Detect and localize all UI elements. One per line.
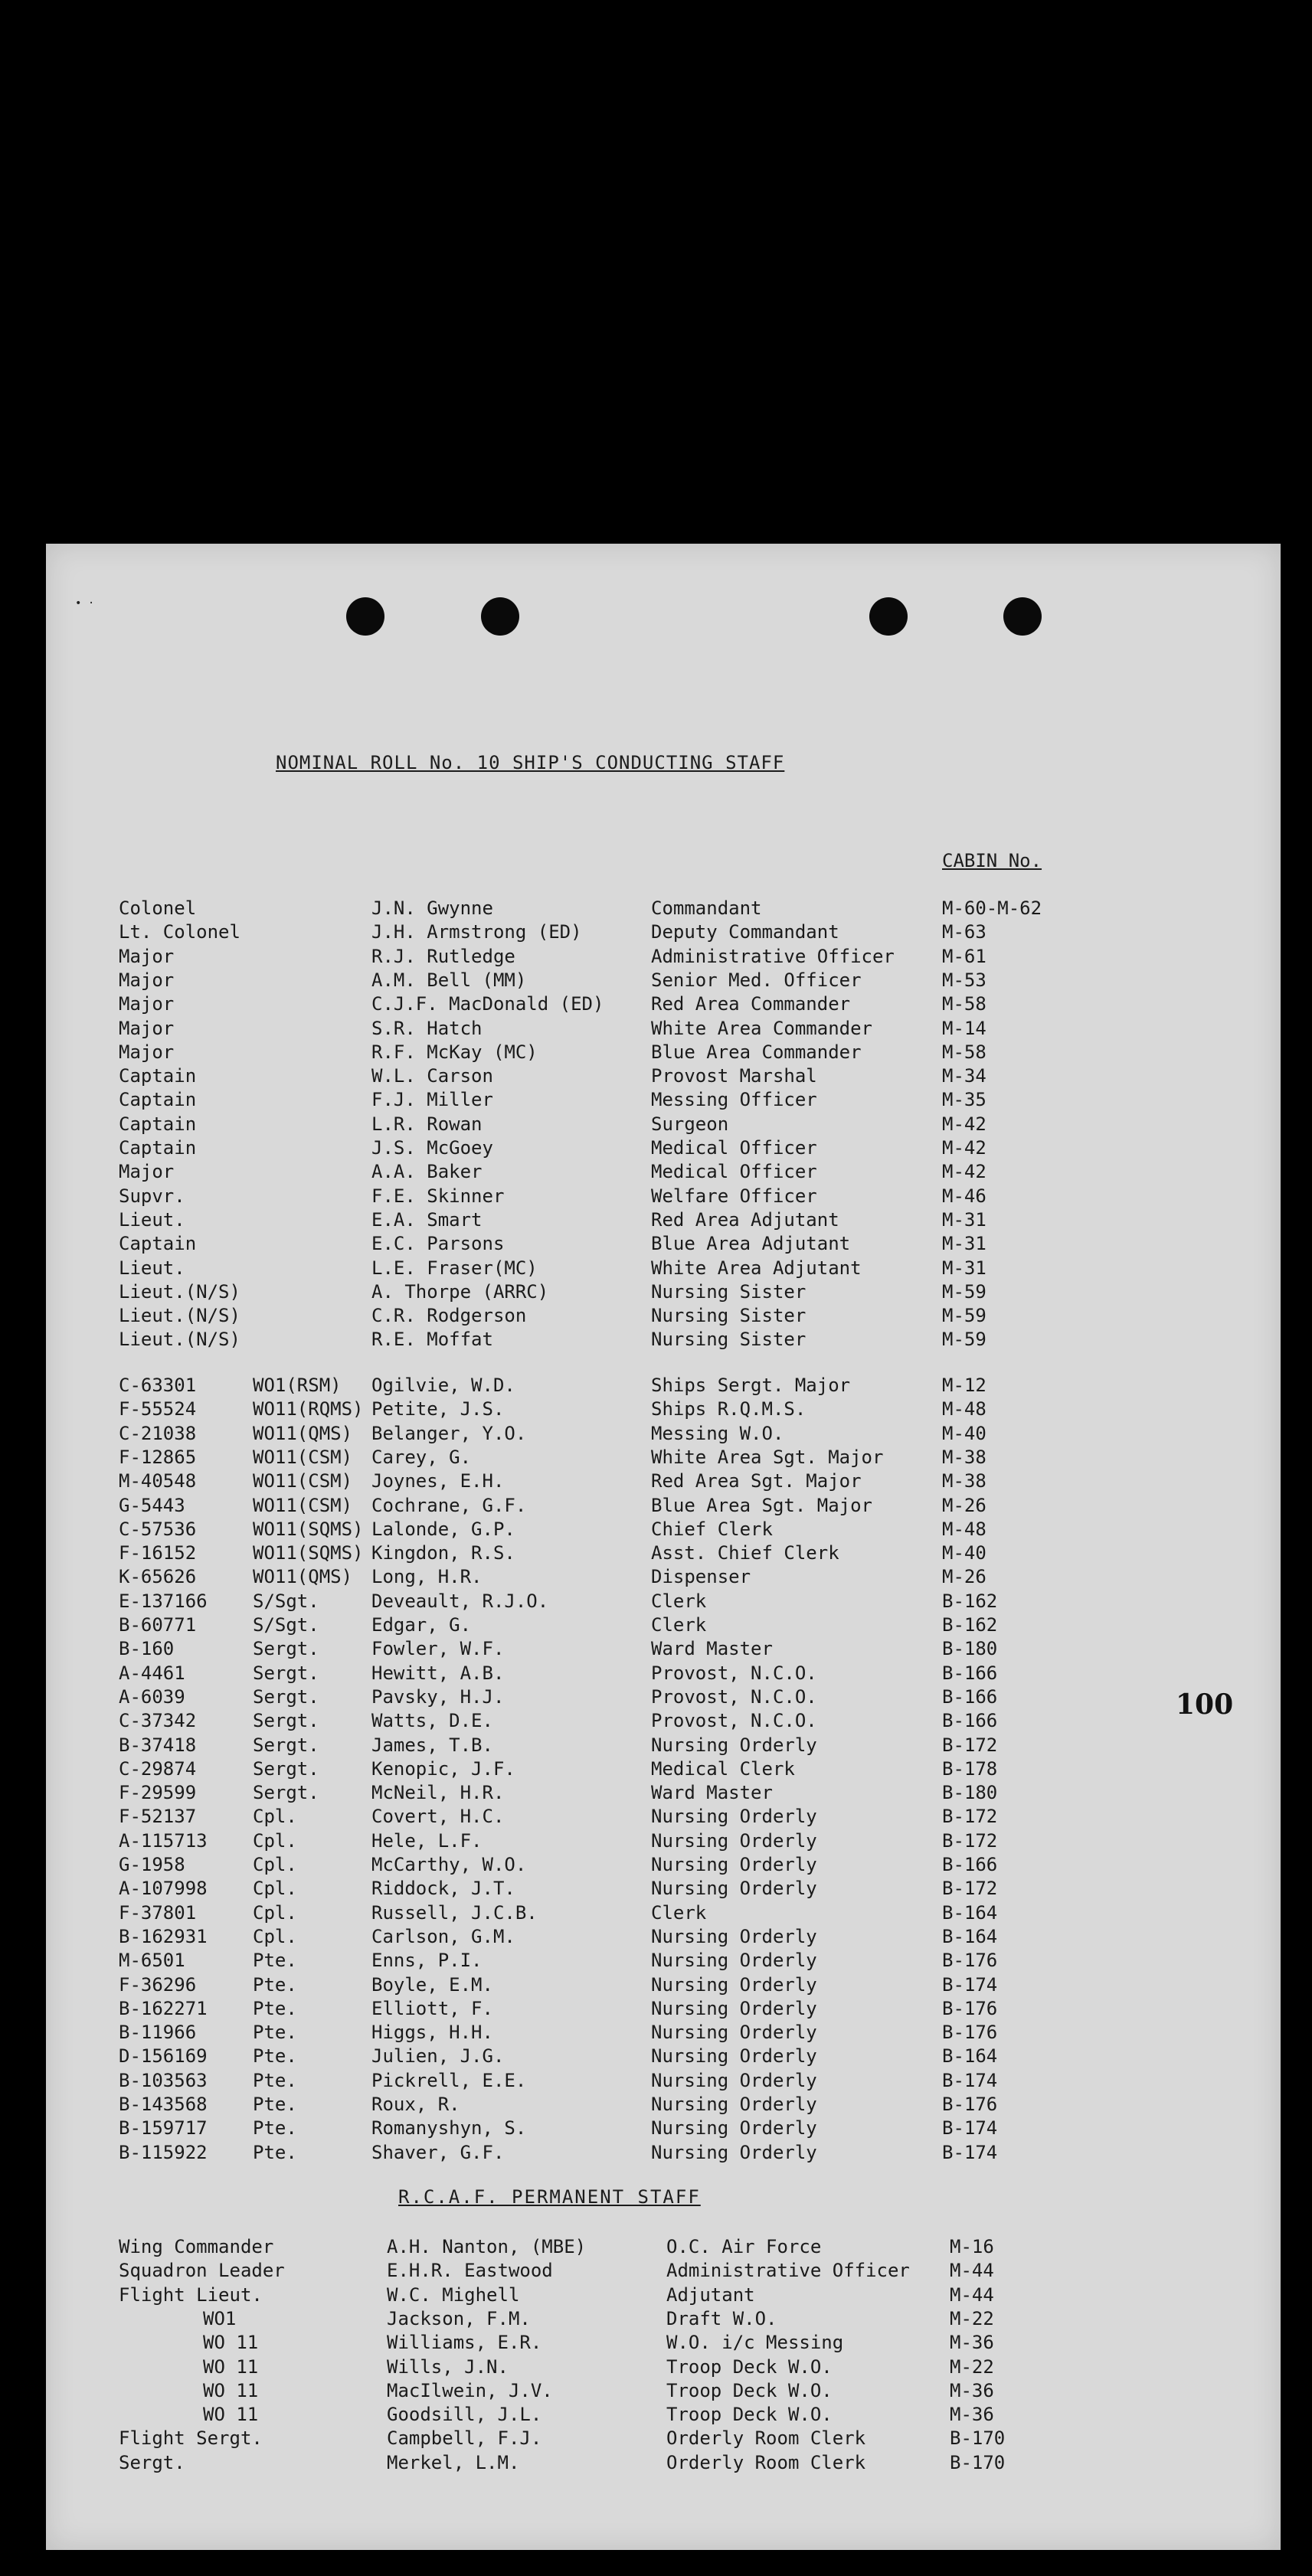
name-cell: Joynes, E.H. (371, 1470, 505, 1492)
name-cell: Campbell, F.J. (387, 2427, 542, 2450)
appointment-cell: O.C. Air Force (666, 2236, 822, 2257)
rank-cell: Sergt. (253, 1662, 319, 1684)
rank-cell: Cpl. (253, 1829, 297, 1852)
appointment-cell: Provost, N.C.O. (651, 1685, 817, 1708)
rank-cell: Wing Commander (119, 2236, 274, 2257)
cabin-cell: M-31 (942, 1257, 986, 1279)
rank-cell: WO1(RSM) (253, 1375, 342, 1396)
service-number-cell: F-37801 (119, 1901, 197, 1924)
rank-cell: Colonel (119, 897, 197, 919)
appointment-cell: Nursing Orderly (651, 1950, 817, 1972)
punch-hole (869, 597, 908, 636)
name-cell: Carey, G. (371, 1446, 472, 1468)
name-cell: Boyle, E.M. (371, 1973, 493, 1996)
name-cell: Kingdon, R.S. (371, 1542, 515, 1564)
rank-cell: WO11(QMS) (253, 1422, 353, 1444)
name-cell: W.L. Carson (371, 1065, 493, 1087)
appointment-cell: Medical Clerk (651, 1757, 795, 1780)
rank-cell: WO 11 (203, 2332, 259, 2354)
service-number-cell: F-16152 (119, 1542, 197, 1564)
name-cell: Watts, D.E. (371, 1710, 493, 1732)
page-title: NOMINAL ROLL No. 10 SHIP'S CONDUCTING STAFF (276, 752, 785, 773)
name-cell: R.J. Rutledge (371, 945, 515, 967)
rank-cell: Pte. (253, 2117, 297, 2140)
name-cell: Wills, J.N. (387, 2355, 509, 2378)
name-cell: W.C. Mighell (387, 2283, 520, 2306)
cabin-cell: M-14 (942, 1017, 986, 1039)
service-number-cell: F-52137 (119, 1806, 197, 1828)
appointment-cell: Adjutant (666, 2283, 755, 2306)
appointment-cell: White Area Sgt. Major (651, 1446, 884, 1468)
service-number-cell: D-156169 (119, 2045, 208, 2068)
name-cell: C.R. Rodgerson (371, 1305, 527, 1327)
punch-hole (1003, 597, 1042, 636)
appointment-cell: Nursing Orderly (651, 1854, 817, 1875)
name-cell: Merkel, L.M. (387, 2451, 520, 2473)
rank-cell: Cpl. (253, 1854, 297, 1875)
cabin-cell: B-170 (950, 2427, 1006, 2450)
appointment-cell: Commandant (651, 897, 762, 919)
rank-cell: Captain (119, 1137, 197, 1159)
appointment-cell: Nursing Orderly (651, 2022, 817, 2044)
appointment-cell: Orderly Room Clerk (666, 2427, 866, 2450)
name-cell: R.E. Moffat (371, 1329, 493, 1351)
appointment-cell: Nursing Orderly (651, 1973, 817, 1996)
appointment-cell: Nursing Orderly (651, 2069, 817, 2091)
name-cell: L.R. Rowan (371, 1113, 483, 1135)
cabin-column-header: CABIN No. (942, 850, 1042, 871)
cabin-cell: B-164 (942, 1901, 998, 1924)
service-number-cell: K-65626 (119, 1566, 197, 1588)
cabin-cell: M-53 (942, 969, 986, 991)
rank-cell: WO11(CSM) (253, 1494, 353, 1516)
appointment-cell: Blue Area Adjutant (651, 1233, 851, 1255)
name-cell: Enns, P.I. (371, 1950, 483, 1972)
appointment-cell: Nursing Orderly (651, 2117, 817, 2140)
rank-cell: Squadron Leader (119, 2260, 285, 2282)
cabin-cell: B-174 (942, 2069, 998, 2091)
rank-cell: Major (119, 993, 175, 1015)
cabin-cell: M-36 (950, 2404, 994, 2426)
cabin-cell: B-164 (942, 1925, 998, 1947)
name-cell: F.E. Skinner (371, 1185, 505, 1207)
rank-cell: WO11(CSM) (253, 1446, 353, 1468)
rank-cell: Sergt. (253, 1710, 319, 1732)
cabin-cell: M-12 (942, 1375, 986, 1396)
appointment-cell: Asst. Chief Clerk (651, 1542, 839, 1564)
cabin-cell: M-60-M-62 (942, 897, 1042, 919)
service-number-cell: A-107998 (119, 1878, 208, 1900)
cabin-cell: M-31 (942, 1233, 986, 1255)
cabin-cell: M-42 (942, 1161, 986, 1183)
appointment-cell: Nursing Orderly (651, 1806, 817, 1828)
rank-cell: Major (119, 1017, 175, 1039)
appointment-cell: Messing W.O. (651, 1422, 784, 1444)
cabin-cell: M-42 (942, 1113, 986, 1135)
rank-cell: Sergt. (253, 1782, 319, 1804)
rank-cell: Lieut.(N/S) (119, 1280, 240, 1303)
name-cell: Higgs, H.H. (371, 2022, 493, 2044)
cabin-cell: B-172 (942, 1806, 998, 1828)
name-cell: A.H. Nanton, (MBE) (387, 2236, 587, 2257)
rank-cell: Cpl. (253, 1925, 297, 1947)
name-cell: Cochrane, G.F. (371, 1494, 527, 1516)
appointment-cell: Provost, N.C.O. (651, 1710, 817, 1732)
appointment-cell: Administrative Officer (651, 945, 895, 967)
rank-cell: Sergt. (119, 2451, 185, 2473)
service-number-cell: C-29874 (119, 1757, 197, 1780)
page-number: 100 (1176, 1688, 1234, 1721)
service-number-cell: E-137166 (119, 1590, 208, 1612)
rank-cell: S/Sgt. (253, 1590, 319, 1612)
cabin-cell: B-176 (942, 1950, 998, 1972)
name-cell: Julien, J.G. (371, 2045, 505, 2068)
service-number-cell: C-63301 (119, 1375, 197, 1396)
cabin-cell: M-59 (942, 1305, 986, 1327)
cabin-cell: B-178 (942, 1757, 998, 1780)
service-number-cell: B-159717 (119, 2117, 208, 2140)
name-cell: Shaver, G.F. (371, 2141, 505, 2163)
rank-cell: Major (119, 1161, 175, 1183)
rank-cell: Sergt. (253, 1685, 319, 1708)
name-cell: MacIlwein, J.V. (387, 2379, 553, 2401)
name-cell: McNeil, H.R. (371, 1782, 505, 1804)
name-cell: Romanyshyn, S. (371, 2117, 527, 2140)
appointment-cell: Orderly Room Clerk (666, 2451, 866, 2473)
cabin-cell: M-58 (942, 993, 986, 1015)
service-number-cell: M-6501 (119, 1950, 185, 1972)
rank-cell: WO11(CSM) (253, 1470, 353, 1492)
service-number-cell: B-37418 (119, 1734, 197, 1756)
punch-hole (346, 597, 384, 636)
rank-cell: Captain (119, 1065, 197, 1087)
cabin-cell: M-58 (942, 1041, 986, 1063)
appointment-cell: Blue Area Sgt. Major (651, 1494, 872, 1516)
appointment-cell: Nursing Orderly (651, 1734, 817, 1756)
name-cell: Carlson, G.M. (371, 1925, 515, 1947)
cabin-cell: B-172 (942, 1734, 998, 1756)
name-cell: J.N. Gwynne (371, 897, 493, 919)
name-cell: S.R. Hatch (371, 1017, 483, 1039)
rank-cell: WO 11 (203, 2355, 259, 2378)
rank-cell: Major (119, 945, 175, 967)
rank-cell: Pte. (253, 2094, 297, 2115)
appointment-cell: Nursing Sister (651, 1329, 807, 1351)
cabin-cell: M-40 (942, 1422, 986, 1444)
name-cell: A.M. Bell (MM) (371, 969, 527, 991)
cabin-cell: B-172 (942, 1878, 998, 1900)
name-cell: Russell, J.C.B. (371, 1901, 538, 1924)
rank-cell: Sergt. (253, 1638, 319, 1660)
appointment-cell: Administrative Officer (666, 2260, 910, 2282)
rank-cell: Pte. (253, 2045, 297, 2068)
name-cell: Lalonde, G.P. (371, 1518, 515, 1540)
cabin-cell: B-174 (942, 2141, 998, 2163)
rank-cell: Lt. Colonel (119, 921, 240, 943)
rank-cell: Lieut. (119, 1257, 185, 1279)
appointment-cell: Senior Med. Officer (651, 969, 862, 991)
rank-cell: Sergt. (253, 1734, 319, 1756)
appointment-cell: Messing Officer (651, 1089, 817, 1111)
appointment-cell: Red Area Adjutant (651, 1208, 839, 1231)
rank-cell: WO11(SQMS) (253, 1518, 364, 1540)
service-number-cell: M-40548 (119, 1470, 197, 1492)
name-cell: R.F. McKay (MC) (371, 1041, 538, 1063)
appointment-cell: Nursing Sister (651, 1305, 807, 1327)
appointment-cell: W.O. i/c Messing (666, 2332, 844, 2354)
appointment-cell: Blue Area Commander (651, 1041, 862, 1063)
appointment-cell: Nursing Orderly (651, 2141, 817, 2163)
appointment-cell: Troop Deck W.O. (666, 2404, 833, 2426)
appointment-cell: Chief Clerk (651, 1518, 773, 1540)
service-number-cell: B-162271 (119, 1997, 208, 2019)
appointment-cell: Red Area Sgt. Major (651, 1470, 862, 1492)
rank-cell: Lieut.(N/S) (119, 1305, 240, 1327)
name-cell: Pickrell, E.E. (371, 2069, 527, 2091)
cabin-cell: B-174 (942, 2117, 998, 2140)
cabin-cell: B-162 (942, 1590, 998, 1612)
cabin-cell: M-22 (950, 2307, 994, 2329)
appointment-cell: Nursing Orderly (651, 1997, 817, 2019)
service-number-cell: F-36296 (119, 1973, 197, 1996)
rank-cell: Supvr. (119, 1185, 185, 1207)
punch-hole (481, 597, 519, 636)
appointment-cell: Nursing Orderly (651, 2094, 817, 2115)
cabin-cell: M-38 (942, 1470, 986, 1492)
appointment-cell: Troop Deck W.O. (666, 2379, 833, 2401)
rank-cell: WO11(SQMS) (253, 1542, 364, 1564)
name-cell: Deveault, R.J.O. (371, 1590, 549, 1612)
name-cell: C.J.F. MacDonald (ED) (371, 993, 604, 1015)
appointment-cell: Clerk (651, 1901, 707, 1924)
document-page (46, 544, 1281, 2550)
cabin-cell: M-35 (942, 1089, 986, 1111)
cabin-cell: M-26 (942, 1494, 986, 1516)
name-cell: Long, H.R. (371, 1566, 483, 1588)
rank-cell: Lieut.(N/S) (119, 1329, 240, 1351)
name-cell: Elliott, F. (371, 1997, 493, 2019)
name-cell: Williams, E.R. (387, 2332, 542, 2354)
rank-cell: Captain (119, 1113, 197, 1135)
name-cell: Ogilvie, W.D. (371, 1375, 515, 1396)
service-number-cell: G-5443 (119, 1494, 185, 1516)
service-number-cell: G-1958 (119, 1854, 185, 1875)
rank-cell: Flight Sergt. (119, 2427, 263, 2450)
cabin-cell: M-42 (942, 1137, 986, 1159)
rank-cell: WO 11 (203, 2404, 259, 2426)
rank-cell: S/Sgt. (253, 1614, 319, 1636)
cabin-cell: B-166 (942, 1685, 998, 1708)
service-number-cell: A-4461 (119, 1662, 185, 1684)
cabin-cell: M-44 (950, 2283, 994, 2306)
name-cell: Riddock, J.T. (371, 1878, 515, 1900)
service-number-cell: C-21038 (119, 1422, 197, 1444)
rank-cell: Cpl. (253, 1878, 297, 1900)
rank-cell: Flight Lieut. (119, 2283, 263, 2306)
name-cell: Hewitt, A.B. (371, 1662, 505, 1684)
cabin-cell: B-180 (942, 1782, 998, 1804)
rcaf-section-header: R.C.A.F. PERMANENT STAFF (398, 2186, 701, 2208)
rank-cell: WO 11 (203, 2379, 259, 2401)
cabin-cell: M-59 (942, 1280, 986, 1303)
name-cell: Goodsill, J.L. (387, 2404, 542, 2426)
rank-cell: Captain (119, 1233, 197, 1255)
appointment-cell: Nursing Orderly (651, 1829, 817, 1852)
appointment-cell: Ward Master (651, 1638, 773, 1660)
name-cell: Jackson, F.M. (387, 2307, 531, 2329)
cabin-cell: M-26 (942, 1566, 986, 1588)
name-cell: Edgar, G. (371, 1614, 472, 1636)
appointment-cell: Medical Officer (651, 1161, 817, 1183)
service-number-cell: B-60771 (119, 1614, 197, 1636)
appointment-cell: Clerk (651, 1590, 707, 1612)
name-cell: Covert, H.C. (371, 1806, 505, 1828)
appointment-cell: Ships Sergt. Major (651, 1375, 851, 1396)
cabin-cell: M-40 (942, 1542, 986, 1564)
rank-cell: Sergt. (253, 1757, 319, 1780)
appointment-cell: Nursing Sister (651, 1280, 807, 1303)
service-number-cell: C-37342 (119, 1710, 197, 1732)
cabin-cell: M-36 (950, 2332, 994, 2354)
name-cell: James, T.B. (371, 1734, 493, 1756)
appointment-cell: Clerk (651, 1614, 707, 1636)
service-number-cell: F-29599 (119, 1782, 197, 1804)
service-number-cell: B-11966 (119, 2022, 197, 2044)
name-cell: J.S. McGoey (371, 1137, 493, 1159)
cabin-cell: M-34 (942, 1065, 986, 1087)
name-cell: E.C. Parsons (371, 1233, 505, 1255)
cabin-cell: M-59 (942, 1329, 986, 1351)
cabin-cell: M-16 (950, 2236, 994, 2257)
rank-cell: Major (119, 969, 175, 991)
cabin-cell: B-164 (942, 2045, 998, 2068)
service-number-cell: B-103563 (119, 2069, 208, 2091)
appointment-cell: White Area Adjutant (651, 1257, 862, 1279)
cabin-cell: M-48 (942, 1518, 986, 1540)
cabin-cell: M-38 (942, 1446, 986, 1468)
appointment-cell: Red Area Commander (651, 993, 851, 1015)
cabin-cell: B-170 (950, 2451, 1006, 2473)
cabin-cell: B-176 (942, 1997, 998, 2019)
cabin-cell: B-166 (942, 1854, 998, 1875)
cabin-cell: B-176 (942, 2094, 998, 2115)
appointment-cell: White Area Commander (651, 1017, 872, 1039)
name-cell: Pavsky, H.J. (371, 1685, 505, 1708)
rank-cell: Captain (119, 1089, 197, 1111)
name-cell: E.H.R. Eastwood (387, 2260, 553, 2282)
rank-cell: Pte. (253, 2069, 297, 2091)
cabin-cell: M-44 (950, 2260, 994, 2282)
cabin-cell: M-22 (950, 2355, 994, 2378)
cabin-cell: M-63 (942, 921, 986, 943)
appointment-cell: Welfare Officer (651, 1185, 817, 1207)
rank-cell: WO11(RQMS) (253, 1398, 364, 1420)
cabin-cell: M-46 (942, 1185, 986, 1207)
cabin-cell: B-162 (942, 1614, 998, 1636)
rank-cell: Lieut. (119, 1208, 185, 1231)
appointment-cell: Nursing Orderly (651, 1878, 817, 1900)
rank-cell: WO11(QMS) (253, 1566, 353, 1588)
name-cell: E.A. Smart (371, 1208, 483, 1231)
name-cell: Fowler, W.F. (371, 1638, 505, 1660)
cabin-cell: M-31 (942, 1208, 986, 1231)
name-cell: Hele, L.F. (371, 1829, 483, 1852)
name-cell: Kenopic, J.F. (371, 1757, 515, 1780)
appointment-cell: Ships R.Q.M.S. (651, 1398, 807, 1420)
name-cell: A.A. Baker (371, 1161, 483, 1183)
name-cell: F.J. Miller (371, 1089, 493, 1111)
appointment-cell: Surgeon (651, 1113, 729, 1135)
cabin-cell: M-61 (942, 945, 986, 967)
service-number-cell: A-115713 (119, 1829, 208, 1852)
service-number-cell: F-55524 (119, 1398, 197, 1420)
cabin-cell: B-166 (942, 1710, 998, 1732)
name-cell: Petite, J.S. (371, 1398, 505, 1420)
service-number-cell: B-160 (119, 1638, 175, 1660)
paper-specks: • · (75, 597, 95, 610)
cabin-cell: B-180 (942, 1638, 998, 1660)
appointment-cell: Provost, N.C.O. (651, 1662, 817, 1684)
rank-cell: Pte. (253, 1973, 297, 1996)
cabin-cell: B-174 (942, 1973, 998, 1996)
appointment-cell: Draft W.O. (666, 2307, 777, 2329)
service-number-cell: B-162931 (119, 1925, 208, 1947)
name-cell: McCarthy, W.O. (371, 1854, 527, 1875)
name-cell: L.E. Fraser(MC) (371, 1257, 538, 1279)
appointment-cell: Nursing Orderly (651, 1925, 817, 1947)
appointment-cell: Dispenser (651, 1566, 751, 1588)
cabin-cell: M-36 (950, 2379, 994, 2401)
cabin-cell: B-172 (942, 1829, 998, 1852)
name-cell: Roux, R. (371, 2094, 460, 2115)
appointment-cell: Ward Master (651, 1782, 773, 1804)
name-cell: J.H. Armstrong (ED) (371, 921, 582, 943)
service-number-cell: B-115922 (119, 2141, 208, 2163)
cabin-cell: B-176 (942, 2022, 998, 2044)
service-number-cell: A-6039 (119, 1685, 185, 1708)
service-number-cell: F-12865 (119, 1446, 197, 1468)
service-number-cell: C-57536 (119, 1518, 197, 1540)
appointment-cell: Provost Marshal (651, 1065, 817, 1087)
cabin-cell: B-166 (942, 1662, 998, 1684)
rank-cell: Cpl. (253, 1901, 297, 1924)
rank-cell: Pte. (253, 2022, 297, 2044)
rank-cell: Pte. (253, 1997, 297, 2019)
rank-cell: Pte. (253, 2141, 297, 2163)
appointment-cell: Medical Officer (651, 1137, 817, 1159)
cabin-cell: M-48 (942, 1398, 986, 1420)
name-cell: A. Thorpe (ARRC) (371, 1280, 549, 1303)
rank-cell: Cpl. (253, 1806, 297, 1828)
name-cell: Belanger, Y.O. (371, 1422, 527, 1444)
service-number-cell: B-143568 (119, 2094, 208, 2115)
rank-cell: WO1 (203, 2307, 237, 2329)
appointment-cell: Nursing Orderly (651, 2045, 817, 2068)
rank-cell: Major (119, 1041, 175, 1063)
appointment-cell: Troop Deck W.O. (666, 2355, 833, 2378)
appointment-cell: Deputy Commandant (651, 921, 839, 943)
rank-cell: Pte. (253, 1950, 297, 1972)
